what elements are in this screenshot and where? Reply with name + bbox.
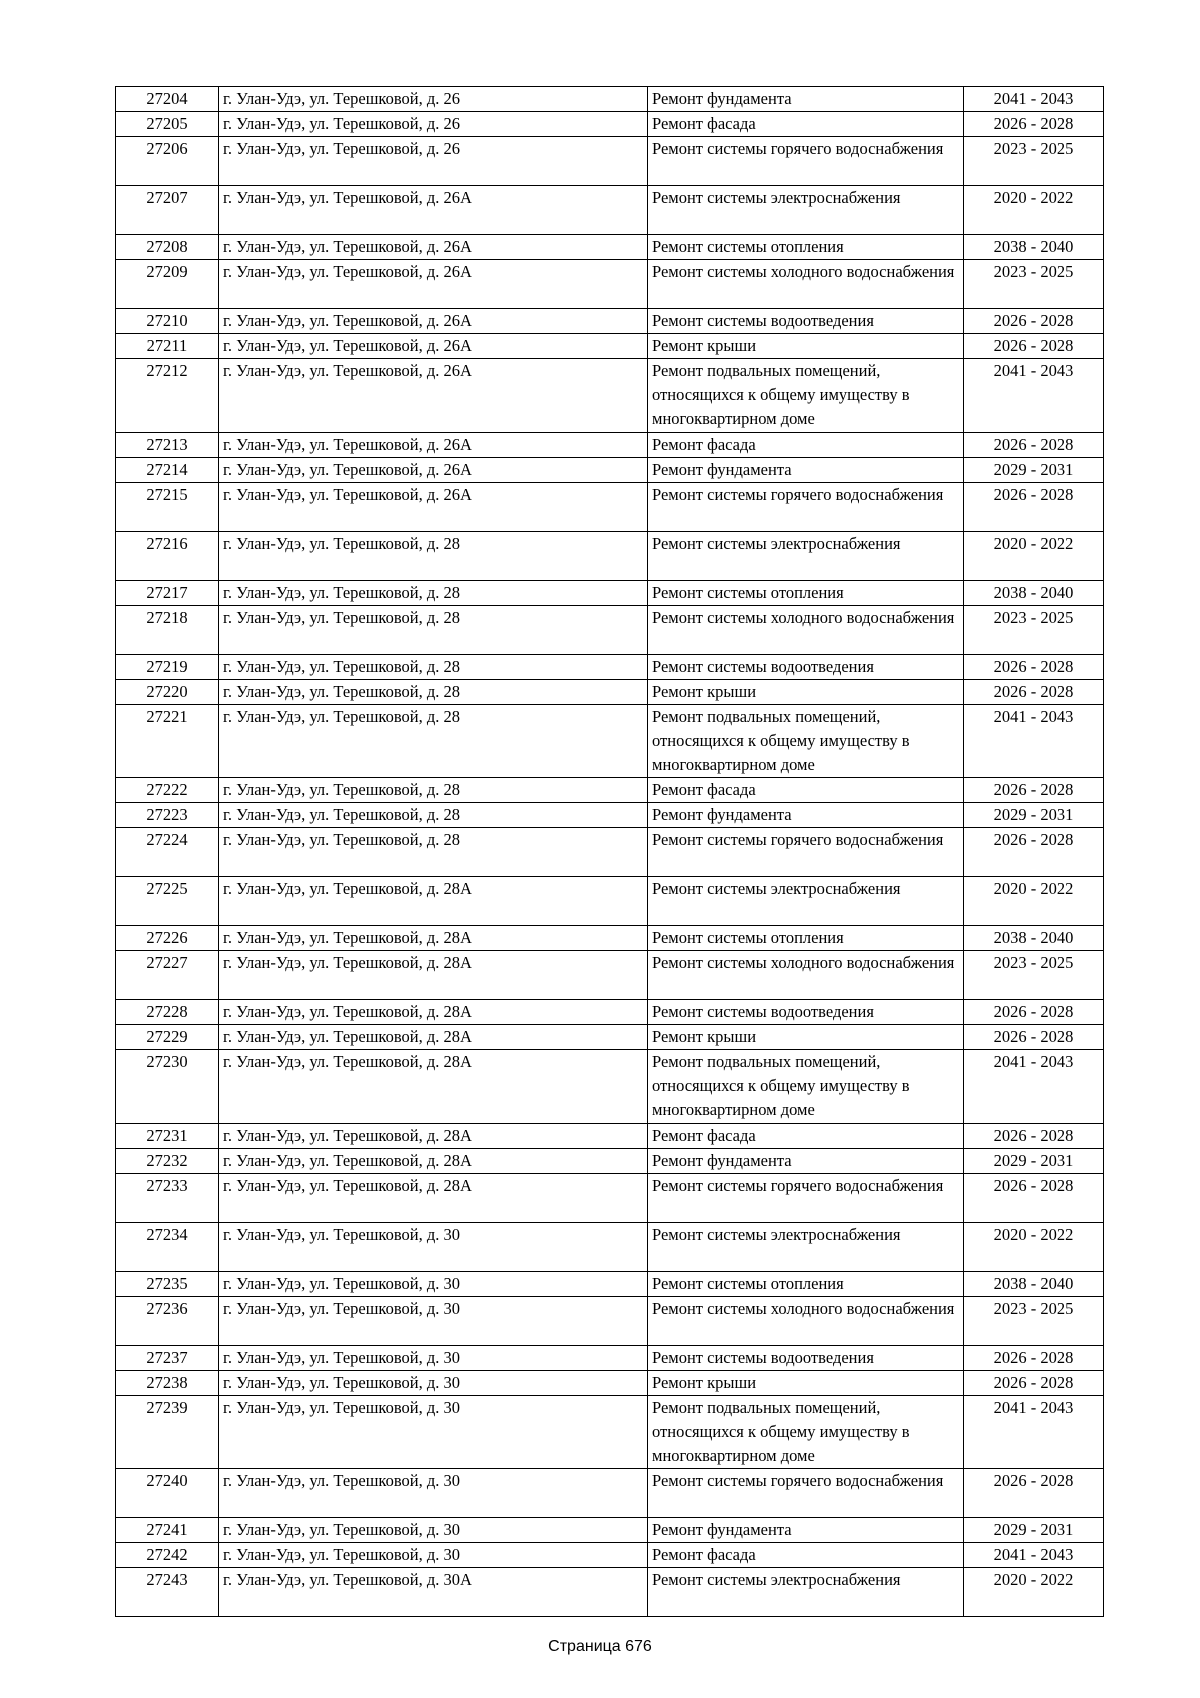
- row-number: 27219: [116, 654, 219, 679]
- row-number: 27218: [116, 605, 219, 654]
- row-number: 27243: [116, 1568, 219, 1617]
- row-number: 27216: [116, 531, 219, 580]
- row-number: 27228: [116, 1000, 219, 1025]
- row-address: г. Улан-Удэ, ул. Терешковой, д. 26: [219, 87, 648, 112]
- row-number: 27231: [116, 1123, 219, 1148]
- row-period: 2023 - 2025: [964, 137, 1104, 186]
- row-work-type: Ремонт подвальных помещений, относящихся к общему имуществу в многоквартирном доме: [648, 1050, 964, 1124]
- row-period: 2026 - 2028: [964, 654, 1104, 679]
- row-work-type: Ремонт системы горячего водоснабжения: [648, 1469, 964, 1518]
- row-work-type: Ремонт системы горячего водоснабжения: [648, 137, 964, 186]
- table-row: [116, 531, 1104, 580]
- row-period: 2020 - 2022: [964, 1568, 1104, 1617]
- row-work-type: Ремонт системы электроснабжения: [648, 1222, 964, 1271]
- row-work-type: Ремонт системы отопления: [648, 1271, 964, 1296]
- row-period: 2041 - 2043: [964, 704, 1104, 778]
- table-row: [116, 235, 1104, 260]
- row-number: 27220: [116, 679, 219, 704]
- row-period: 2026 - 2028: [964, 334, 1104, 359]
- row-period: 2023 - 2025: [964, 951, 1104, 1000]
- row-period: 2026 - 2028: [964, 1123, 1104, 1148]
- table-row: [116, 951, 1104, 1000]
- table-row: [116, 1518, 1104, 1543]
- row-number: 27212: [116, 359, 219, 433]
- row-address: г. Улан-Удэ, ул. Терешковой, д. 28: [219, 704, 648, 778]
- row-work-type: Ремонт системы электроснабжения: [648, 186, 964, 235]
- row-period: 2026 - 2028: [964, 1469, 1104, 1518]
- table-row: [116, 1543, 1104, 1568]
- table-row: [116, 1395, 1104, 1469]
- row-address: г. Улан-Удэ, ул. Терешковой, д. 28: [219, 531, 648, 580]
- row-address: г. Улан-Удэ, ул. Терешковой, д. 30: [219, 1345, 648, 1370]
- row-period: 2038 - 2040: [964, 580, 1104, 605]
- row-period: 2026 - 2028: [964, 309, 1104, 334]
- row-address: г. Улан-Удэ, ул. Терешковой, д. 28А: [219, 1025, 648, 1050]
- row-address: г. Улан-Удэ, ул. Терешковой, д. 28: [219, 605, 648, 654]
- row-work-type: Ремонт фундамента: [648, 803, 964, 828]
- row-number: 27205: [116, 112, 219, 137]
- row-number: 27242: [116, 1543, 219, 1568]
- table-row: [116, 605, 1104, 654]
- table-row: [116, 309, 1104, 334]
- row-period: 2023 - 2025: [964, 1296, 1104, 1345]
- table-row: [116, 482, 1104, 531]
- row-address: г. Улан-Удэ, ул. Терешковой, д. 26: [219, 137, 648, 186]
- row-number: 27217: [116, 580, 219, 605]
- row-address: г. Улан-Удэ, ул. Терешковой, д. 26А: [219, 359, 648, 433]
- row-address: г. Улан-Удэ, ул. Терешковой, д. 28А: [219, 951, 648, 1000]
- table-row: [116, 778, 1104, 803]
- table-row: [116, 828, 1104, 877]
- row-number: 27234: [116, 1222, 219, 1271]
- row-address: г. Улан-Удэ, ул. Терешковой, д. 28А: [219, 877, 648, 926]
- row-period: 2038 - 2040: [964, 1271, 1104, 1296]
- table-row: [116, 654, 1104, 679]
- row-work-type: Ремонт крыши: [648, 1370, 964, 1395]
- table-row: [116, 1271, 1104, 1296]
- row-period: 2023 - 2025: [964, 605, 1104, 654]
- row-work-type: Ремонт фундамента: [648, 1148, 964, 1173]
- row-number: 27225: [116, 877, 219, 926]
- table-body: [116, 87, 1104, 1617]
- row-number: 27210: [116, 309, 219, 334]
- row-work-type: Ремонт системы водоотведения: [648, 1000, 964, 1025]
- row-period: 2026 - 2028: [964, 1345, 1104, 1370]
- row-address: г. Улан-Удэ, ул. Терешковой, д. 28: [219, 828, 648, 877]
- row-period: 2029 - 2031: [964, 457, 1104, 482]
- table-row: [116, 1296, 1104, 1345]
- row-address: г. Улан-Удэ, ул. Терешковой, д. 30: [219, 1222, 648, 1271]
- row-address: г. Улан-Удэ, ул. Терешковой, д. 28А: [219, 1000, 648, 1025]
- table-row: [116, 186, 1104, 235]
- row-address: г. Улан-Удэ, ул. Терешковой, д. 26А: [219, 309, 648, 334]
- table-row: [116, 1222, 1104, 1271]
- row-work-type: Ремонт системы отопления: [648, 580, 964, 605]
- row-number: 27238: [116, 1370, 219, 1395]
- row-number: 27221: [116, 704, 219, 778]
- row-work-type: Ремонт крыши: [648, 679, 964, 704]
- row-period: 2038 - 2040: [964, 926, 1104, 951]
- row-address: г. Улан-Удэ, ул. Терешковой, д. 30: [219, 1370, 648, 1395]
- row-period: 2041 - 2043: [964, 1395, 1104, 1469]
- row-address: г. Улан-Удэ, ул. Терешковой, д. 28: [219, 778, 648, 803]
- row-work-type: Ремонт системы электроснабжения: [648, 1568, 964, 1617]
- row-period: 2029 - 2031: [964, 1148, 1104, 1173]
- row-period: 2026 - 2028: [964, 482, 1104, 531]
- row-work-type: Ремонт системы электроснабжения: [648, 531, 964, 580]
- row-period: 2041 - 2043: [964, 87, 1104, 112]
- row-number: 27213: [116, 432, 219, 457]
- row-period: 2029 - 2031: [964, 803, 1104, 828]
- table-row: [116, 260, 1104, 309]
- row-address: г. Улан-Удэ, ул. Терешковой, д. 30: [219, 1296, 648, 1345]
- row-work-type: Ремонт подвальных помещений, относящихся к общему имуществу в многоквартирном доме: [648, 359, 964, 433]
- row-number: 27227: [116, 951, 219, 1000]
- row-number: 27239: [116, 1395, 219, 1469]
- table-row: [116, 1148, 1104, 1173]
- table-row: [116, 1370, 1104, 1395]
- table-row: [116, 87, 1104, 112]
- row-address: г. Улан-Удэ, ул. Терешковой, д. 30: [219, 1469, 648, 1518]
- table-row: [116, 457, 1104, 482]
- row-period: 2026 - 2028: [964, 1025, 1104, 1050]
- table-row: [116, 803, 1104, 828]
- row-number: 27224: [116, 828, 219, 877]
- page-number: Страница 676: [548, 1638, 652, 1655]
- row-address: г. Улан-Удэ, ул. Терешковой, д. 28: [219, 679, 648, 704]
- row-period: 2020 - 2022: [964, 186, 1104, 235]
- table-row: [116, 334, 1104, 359]
- row-address: г. Улан-Удэ, ул. Терешковой, д. 28А: [219, 926, 648, 951]
- row-number: 27222: [116, 778, 219, 803]
- row-number: 27223: [116, 803, 219, 828]
- row-address: г. Улан-Удэ, ул. Терешковой, д. 26А: [219, 457, 648, 482]
- table-row: [116, 580, 1104, 605]
- row-period: 2026 - 2028: [964, 1173, 1104, 1222]
- row-period: 2041 - 2043: [964, 1050, 1104, 1124]
- row-work-type: Ремонт подвальных помещений, относящихся к общему имуществу в многоквартирном доме: [648, 1395, 964, 1469]
- table-row: [116, 704, 1104, 778]
- row-address: г. Улан-Удэ, ул. Терешковой, д. 26А: [219, 482, 648, 531]
- table-row: [116, 359, 1104, 433]
- row-number: 27211: [116, 334, 219, 359]
- table-row: [116, 926, 1104, 951]
- row-work-type: Ремонт системы горячего водоснабжения: [648, 1173, 964, 1222]
- row-work-type: Ремонт крыши: [648, 334, 964, 359]
- row-period: 2038 - 2040: [964, 235, 1104, 260]
- row-number: 27208: [116, 235, 219, 260]
- row-period: 2026 - 2028: [964, 1370, 1104, 1395]
- row-work-type: Ремонт подвальных помещений, относящихся к общему имуществу в многоквартирном доме: [648, 704, 964, 778]
- row-address: г. Улан-Удэ, ул. Терешковой, д. 28: [219, 803, 648, 828]
- row-address: г. Улан-Удэ, ул. Терешковой, д. 30: [219, 1518, 648, 1543]
- row-work-type: Ремонт фундамента: [648, 1518, 964, 1543]
- table-row: [116, 432, 1104, 457]
- row-number: 27236: [116, 1296, 219, 1345]
- row-address: г. Улан-Удэ, ул. Терешковой, д. 30: [219, 1543, 648, 1568]
- row-work-type: Ремонт фасада: [648, 112, 964, 137]
- row-work-type: Ремонт системы электроснабжения: [648, 877, 964, 926]
- row-work-type: Ремонт фундамента: [648, 457, 964, 482]
- row-address: г. Улан-Удэ, ул. Терешковой, д. 28А: [219, 1173, 648, 1222]
- table-row: [116, 1568, 1104, 1617]
- row-period: 2020 - 2022: [964, 877, 1104, 926]
- row-period: 2026 - 2028: [964, 1000, 1104, 1025]
- table-row: [116, 1345, 1104, 1370]
- table-row: [116, 679, 1104, 704]
- row-work-type: Ремонт фасада: [648, 1123, 964, 1148]
- row-address: г. Улан-Удэ, ул. Терешковой, д. 26А: [219, 432, 648, 457]
- row-number: 27232: [116, 1148, 219, 1173]
- table-row: [116, 1050, 1104, 1124]
- row-work-type: Ремонт системы горячего водоснабжения: [648, 828, 964, 877]
- row-work-type: Ремонт системы холодного водоснабжения: [648, 951, 964, 1000]
- row-period: 2026 - 2028: [964, 112, 1104, 137]
- row-address: г. Улан-Удэ, ул. Терешковой, д. 28А: [219, 1123, 648, 1148]
- row-number: 27206: [116, 137, 219, 186]
- row-period: 2041 - 2043: [964, 1543, 1104, 1568]
- row-address: г. Улан-Удэ, ул. Терешковой, д. 30: [219, 1395, 648, 1469]
- row-number: 27230: [116, 1050, 219, 1124]
- row-number: 27229: [116, 1025, 219, 1050]
- row-address: г. Улан-Удэ, ул. Терешковой, д. 26А: [219, 186, 648, 235]
- row-period: 2023 - 2025: [964, 260, 1104, 309]
- table-row: [116, 1123, 1104, 1148]
- table-row: [116, 1025, 1104, 1050]
- row-address: г. Улан-Удэ, ул. Терешковой, д. 28: [219, 654, 648, 679]
- row-number: 27209: [116, 260, 219, 309]
- row-work-type: Ремонт фасада: [648, 778, 964, 803]
- row-number: 27207: [116, 186, 219, 235]
- row-work-type: Ремонт системы водоотведения: [648, 654, 964, 679]
- row-address: г. Улан-Удэ, ул. Терешковой, д. 30А: [219, 1568, 648, 1617]
- row-address: г. Улан-Удэ, ул. Терешковой, д. 30: [219, 1271, 648, 1296]
- row-number: 27235: [116, 1271, 219, 1296]
- row-number: 27241: [116, 1518, 219, 1543]
- row-period: 2026 - 2028: [964, 778, 1104, 803]
- row-number: 27240: [116, 1469, 219, 1518]
- row-period: 2026 - 2028: [964, 828, 1104, 877]
- row-period: 2020 - 2022: [964, 1222, 1104, 1271]
- row-address: г. Улан-Удэ, ул. Терешковой, д. 28А: [219, 1148, 648, 1173]
- row-work-type: Ремонт системы водоотведения: [648, 1345, 964, 1370]
- row-work-type: Ремонт системы отопления: [648, 926, 964, 951]
- row-address: г. Улан-Удэ, ул. Терешковой, д. 28: [219, 580, 648, 605]
- table-row: [116, 1000, 1104, 1025]
- row-work-type: Ремонт фундамента: [648, 87, 964, 112]
- table-row: [116, 137, 1104, 186]
- row-address: г. Улан-Удэ, ул. Терешковой, д. 28А: [219, 1050, 648, 1124]
- table-row: [116, 877, 1104, 926]
- table-row: [116, 1469, 1104, 1518]
- row-work-type: Ремонт системы холодного водоснабжения: [648, 1296, 964, 1345]
- table-row: [116, 112, 1104, 137]
- row-work-type: Ремонт системы холодного водоснабжения: [648, 605, 964, 654]
- row-period: 2041 - 2043: [964, 359, 1104, 433]
- row-work-type: Ремонт системы водоотведения: [648, 309, 964, 334]
- row-period: 2020 - 2022: [964, 531, 1104, 580]
- row-period: 2029 - 2031: [964, 1518, 1104, 1543]
- row-period: 2026 - 2028: [964, 679, 1104, 704]
- row-number: 27204: [116, 87, 219, 112]
- row-work-type: Ремонт системы горячего водоснабжения: [648, 482, 964, 531]
- row-number: 27237: [116, 1345, 219, 1370]
- row-period: 2026 - 2028: [964, 432, 1104, 457]
- row-number: 27226: [116, 926, 219, 951]
- row-address: г. Улан-Удэ, ул. Терешковой, д. 26А: [219, 235, 648, 260]
- row-work-type: Ремонт крыши: [648, 1025, 964, 1050]
- row-work-type: Ремонт фасада: [648, 1543, 964, 1568]
- row-work-type: Ремонт фасада: [648, 432, 964, 457]
- row-work-type: Ремонт системы холодного водоснабжения: [648, 260, 964, 309]
- row-number: 27233: [116, 1173, 219, 1222]
- table-row: [116, 1173, 1104, 1222]
- row-address: г. Улан-Удэ, ул. Терешковой, д. 26А: [219, 260, 648, 309]
- row-number: 27215: [116, 482, 219, 531]
- row-address: г. Улан-Удэ, ул. Терешковой, д. 26: [219, 112, 648, 137]
- row-work-type: Ремонт системы отопления: [648, 235, 964, 260]
- row-number: 27214: [116, 457, 219, 482]
- works-table: [115, 86, 1104, 1617]
- row-address: г. Улан-Удэ, ул. Терешковой, д. 26А: [219, 334, 648, 359]
